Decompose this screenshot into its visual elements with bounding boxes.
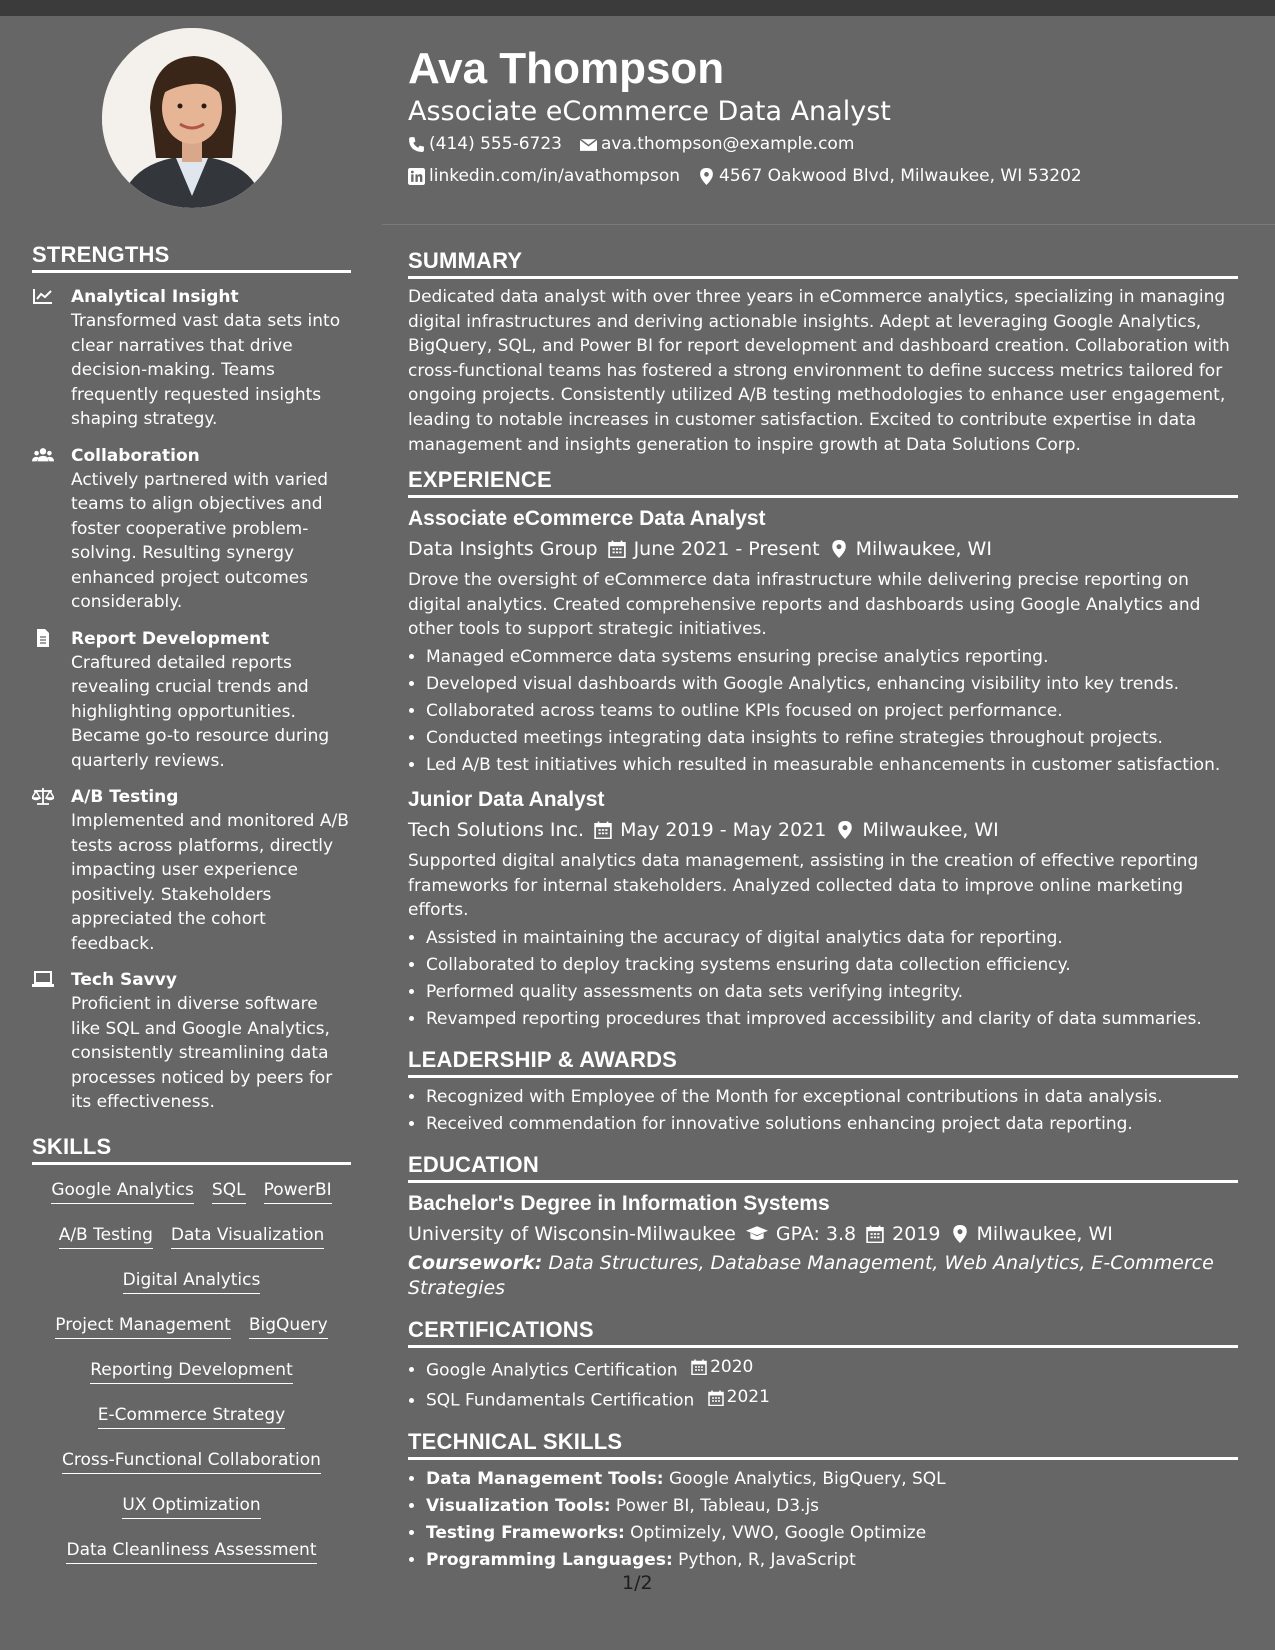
calendar-icon xyxy=(691,1359,707,1375)
education-year-text: 2019 xyxy=(892,1222,941,1245)
users-icon xyxy=(32,446,54,464)
skill-chip: BigQuery xyxy=(249,1315,328,1339)
technical-skill-item xyxy=(426,1547,1238,1574)
right-column xyxy=(408,238,1238,1574)
company-name: Data Insights Group xyxy=(408,538,598,561)
job-location-text: Milwaukee, WI xyxy=(855,538,992,561)
job-bullet: • Managed eCommerce data systems ensuring precise analytics reporting. xyxy=(426,644,1238,671)
candidate-role: Associate eCommerce Data Analyst xyxy=(408,96,891,127)
envelope-icon xyxy=(580,136,597,153)
certifications-heading: CERTIFICATIONS xyxy=(408,1317,1238,1348)
strength-title: Tech Savvy xyxy=(71,970,177,990)
strength-item xyxy=(32,627,351,774)
leadership-item: • Recognized with Employee of the Month for exceptional contributions in data analysis. xyxy=(426,1084,1238,1111)
skills-heading: SKILLS xyxy=(32,1134,351,1165)
job-entry xyxy=(408,504,1238,779)
job-bullet: • Led A/B test initiatives which resulted in measurable enhancements in customer satisfaction. xyxy=(426,752,1238,779)
technical-skill-value: Optimizely, VWO, Google Optimize xyxy=(624,1522,927,1543)
linkedin-text: linkedin.com/in/avathompson xyxy=(429,166,680,186)
phone-icon xyxy=(408,136,425,153)
job-bullet: • Collaborated to deploy tracking systems ensuring data collection efficiency. xyxy=(426,952,1238,979)
job-location xyxy=(830,534,992,564)
education-meta xyxy=(408,1219,1238,1249)
summary-heading: SUMMARY xyxy=(408,248,1238,279)
certification-item xyxy=(426,1354,1238,1385)
education-year xyxy=(866,1219,940,1249)
balance-scale-icon xyxy=(32,787,54,805)
strength-title: A/B Testing xyxy=(71,787,179,807)
leadership-item: • Received commendation for innovative solutions enhancing project data reporting. xyxy=(426,1111,1238,1138)
job-title: Associate eCommerce Data Analyst xyxy=(408,507,766,531)
map-marker-icon xyxy=(830,540,848,558)
map-marker-icon xyxy=(698,168,715,185)
technical-skill-value: Google Analytics, BigQuery, SQL xyxy=(663,1468,946,1489)
skill-row xyxy=(32,1214,351,1259)
gpa-text: GPA: 3.8 xyxy=(775,1222,857,1245)
strength-title: Analytical Insight xyxy=(71,287,239,307)
technical-skills-list xyxy=(408,1466,1238,1574)
skill-chip: A/B Testing xyxy=(59,1225,153,1249)
skill-row xyxy=(32,1259,351,1304)
graduation-cap-icon xyxy=(746,1225,768,1243)
skill-row xyxy=(32,1529,351,1574)
degree-title: Bachelor's Degree in Information Systems xyxy=(408,1191,830,1215)
skill-chip: Cross-Functional Collaboration xyxy=(62,1450,321,1474)
job-bullets xyxy=(408,925,1238,1033)
technical-skill-label: Testing Frameworks: xyxy=(426,1522,625,1543)
job-bullet: • Assisted in maintaining the accuracy of digital analytics data for reporting. xyxy=(426,925,1238,952)
top-bar xyxy=(0,0,1275,16)
certifications-list xyxy=(408,1354,1238,1415)
skills-section xyxy=(32,1134,351,1574)
job-dates-text: May 2019 - May 2021 xyxy=(620,818,827,841)
company-name: Tech Solutions Inc. xyxy=(408,818,585,841)
job-dates-text: June 2021 - Present xyxy=(633,538,820,561)
linkedin-icon xyxy=(408,168,425,185)
address-contact xyxy=(698,160,1082,192)
skill-row xyxy=(32,1169,351,1214)
email-text: ava.thompson@example.com xyxy=(600,134,855,154)
experience-heading: EXPERIENCE xyxy=(408,467,1238,498)
school-name: University of Wisconsin-Milwaukee xyxy=(408,1222,736,1245)
job-bullet: • Collaborated across teams to outline KPIs focused on project performance. xyxy=(426,698,1238,725)
phone-contact xyxy=(408,128,562,160)
technical-skill-item xyxy=(426,1466,1238,1493)
skill-chip: SQL xyxy=(212,1180,246,1204)
education-heading: EDUCATION xyxy=(408,1152,1238,1183)
resume-header xyxy=(408,40,1238,192)
skill-chip: Project Management xyxy=(55,1315,231,1339)
calendar-icon xyxy=(594,821,612,839)
skill-chip: Reporting Development xyxy=(90,1360,293,1384)
coursework-label: Coursework: xyxy=(408,1251,543,1274)
contact-row xyxy=(408,128,1238,160)
laptop-icon xyxy=(32,970,54,988)
job-dates xyxy=(594,815,826,845)
coursework-text: Data Structures, Database Management, Web Analytics, E-Commerce Strategies xyxy=(408,1251,1214,1299)
email-contact[interactable] xyxy=(580,128,854,160)
certification-item xyxy=(426,1384,1238,1415)
page-number: 1/2 xyxy=(622,1572,653,1594)
address-text: 4567 Oakwood Blvd, Milwaukee, WI 53202 xyxy=(719,166,1082,186)
job-bullet: • Performed quality assessments on data sets verifying integrity. xyxy=(426,979,1238,1006)
skill-chip: E-Commerce Strategy xyxy=(98,1405,285,1429)
job-location-text: Milwaukee, WI xyxy=(862,818,999,841)
skill-chip: Data Cleanliness Assessment xyxy=(66,1540,316,1564)
strength-item xyxy=(32,444,351,615)
document-icon xyxy=(32,629,54,647)
job-meta xyxy=(408,815,1238,845)
job-title: Junior Data Analyst xyxy=(408,787,605,811)
calendar-icon xyxy=(708,1390,724,1406)
skill-chip: Google Analytics xyxy=(51,1180,194,1204)
skill-row xyxy=(32,1304,351,1349)
strengths-section xyxy=(32,242,351,1115)
calendar-icon xyxy=(608,540,626,558)
certification-name: SQL Fundamentals Certification xyxy=(426,1390,695,1411)
map-marker-icon xyxy=(951,1225,969,1243)
job-bullets xyxy=(408,644,1238,779)
certification-year xyxy=(708,1384,770,1411)
candidate-name: Ava Thompson xyxy=(408,44,725,93)
skill-chip: UX Optimization xyxy=(122,1495,260,1519)
technical-skill-item xyxy=(426,1493,1238,1520)
leadership-heading: LEADERSHIP & AWARDS xyxy=(408,1047,1238,1078)
linkedin-contact[interactable] xyxy=(408,160,680,192)
technical-skill-value: Python, R, JavaScript xyxy=(672,1549,856,1570)
skill-row xyxy=(32,1349,351,1394)
profile-photo xyxy=(102,28,282,208)
phone-text: (414) 555-6723 xyxy=(429,134,562,154)
job-location xyxy=(836,815,998,845)
strength-item xyxy=(32,285,351,432)
summary-text: Dedicated data analyst with over three years in eCommerce analytics, specializing in managing digital infrastructures and deriving actionable insights. Adept at leveraging Google Analytics, BigQuery, SQL, and Power BI for report development and dashboard creation. Collaboration with cross-functional teams has fostered a strong environment to define success metrics tailored for ongoing projects. Consistently utilized A/B testing methodologies to enhance user engagement, leading to notable increases in customer satisfaction. Excited to contribute expertise in data management and insights generation to inspire growth at Data Solutions Corp. xyxy=(408,287,1230,455)
job-dates xyxy=(608,534,820,564)
education-location xyxy=(951,1219,1113,1249)
header-divider xyxy=(382,224,1275,225)
coursework xyxy=(408,1251,1238,1301)
certification-year xyxy=(691,1354,753,1381)
job-bullet: • Conducted meetings integrating data insights to refine strategies throughout projects. xyxy=(426,725,1238,752)
technical-skill-label: Programming Languages: xyxy=(426,1549,673,1570)
technical-skills-heading: TECHNICAL SKILLS xyxy=(408,1429,1238,1460)
leadership-list xyxy=(408,1084,1238,1138)
calendar-icon xyxy=(866,1225,884,1243)
job-meta xyxy=(408,534,1238,564)
skill-chip: Data Visualization xyxy=(171,1225,324,1249)
technical-skill-value: Power BI, Tableau, D3.js xyxy=(610,1495,820,1516)
strength-description: Implemented and monitored A/B tests across platforms, directly impacting user experience positively. Stakeholders appreciated the cohort feedback. xyxy=(71,811,349,954)
certification-name: Google Analytics Certification xyxy=(426,1360,678,1381)
skill-chip: Digital Analytics xyxy=(123,1270,261,1294)
technical-skill-label: Data Management Tools: xyxy=(426,1468,664,1489)
technical-skill-item xyxy=(426,1520,1238,1547)
job-bullet: • Revamped reporting procedures that improved accessibility and clarity of data summaries. xyxy=(426,1006,1238,1033)
contact-row xyxy=(408,160,1238,192)
strength-description: Craftured detailed reports revealing crucial trends and highlighting opportunities. Became go-to resource during quarterly reviews. xyxy=(71,652,330,771)
technical-skill-label: Visualization Tools: xyxy=(426,1495,611,1516)
job-entry xyxy=(408,785,1238,1033)
skill-row xyxy=(32,1439,351,1484)
strengths-heading: STRENGTHS xyxy=(32,242,351,273)
skill-row xyxy=(32,1484,351,1529)
strength-title: Report Development xyxy=(71,628,270,649)
strength-title: Collaboration xyxy=(71,445,200,466)
job-description: Drove the oversight of eCommerce data infrastructure while delivering precise reporting on digital analytics. Created comprehensive reports and dashboards using Google Analytics and other tools to support strategic initiatives. xyxy=(408,570,1201,640)
skill-chip: PowerBI xyxy=(264,1180,332,1204)
map-marker-icon xyxy=(836,821,854,839)
skill-row xyxy=(32,1394,351,1439)
strength-description: Proficient in diverse software like SQL and Google Analytics, consistently streamlining data processes noticed by peers for its effectiveness. xyxy=(71,994,333,1112)
chart-line-icon xyxy=(32,287,54,305)
strength-item xyxy=(32,968,351,1115)
job-bullet: • Developed visual dashboards with Google Analytics, enhancing visibility into key trends. xyxy=(426,671,1238,698)
gpa xyxy=(746,1219,856,1249)
certification-year-text: 2021 xyxy=(726,1387,770,1408)
job-description: Supported digital analytics data management, assisting in the creation of effective reporting frameworks for internal stakeholders. Analyzed collected data to improve online marketing efforts. xyxy=(408,850,1199,921)
strength-description: Actively partnered with varied teams to align objectives and foster cooperative problem-solving. Resulting synergy enhanced project outcomes considerably. xyxy=(71,469,329,612)
strength-description: Transformed vast data sets into clear narratives that drive decision-making. Teams frequently requested insights shaping strategy. xyxy=(71,311,341,429)
strength-item xyxy=(32,785,351,956)
education-location-text: Milwaukee, WI xyxy=(976,1222,1113,1245)
certification-year-text: 2020 xyxy=(710,1356,754,1377)
